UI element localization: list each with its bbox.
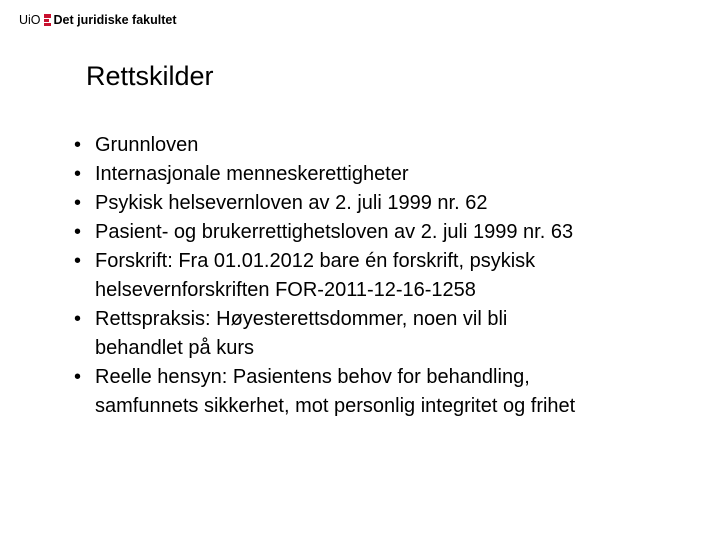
bullet-item (74, 247, 704, 305)
bullet-text-continuation: helsevernforskriften FOR-2011-12-16-1258 (95, 279, 476, 301)
bullet-text-continuation: samfunnets sikkerhet, mot personlig integritet og frihet (95, 395, 576, 417)
bullet-text-continuation: behandlet på kurs (95, 337, 255, 359)
faculty-name: Det juridiske fakultet (53, 13, 177, 27)
bullet-text-line: Reelle hensyn: Pasientens behov for behandling, (95, 366, 530, 388)
bullet-item (74, 218, 704, 247)
bullet-list (74, 131, 704, 421)
bullet-icon: • (74, 134, 82, 156)
bullet-text-line: Internasjonale menneskerettigheter (95, 163, 409, 185)
bullet-icon: • (74, 163, 82, 185)
bullet-icon: • (74, 221, 82, 243)
uio-logo (19, 11, 176, 29)
bullet-item (74, 131, 704, 160)
bullet-item (74, 363, 704, 421)
slide-title: Rettskilder (86, 61, 214, 91)
bullet-icon: • (74, 366, 82, 388)
bullet-item (74, 305, 704, 363)
uio-seal-icon (44, 13, 51, 27)
bullet-item (74, 189, 704, 218)
bullet-icon: • (74, 250, 82, 272)
bullet-text-line: Grunnloven (95, 134, 199, 156)
bullet-text-line: Forskrift: Fra 01.01.2012 bare én forskrift, psykisk (95, 250, 536, 272)
bullet-text-line: Rettspraksis: Høyesterettsdommer, noen vil bli (95, 308, 508, 330)
logo-uio-text: UiO (19, 13, 41, 27)
bullet-text-line: Pasient- og brukerrettighetsloven av 2. juli 1999 nr. 63 (95, 221, 574, 243)
bullet-text-line: Psykisk helsevernloven av 2. juli 1999 nr. 62 (95, 192, 488, 214)
bullet-item (74, 160, 704, 189)
bullet-icon: • (74, 192, 82, 214)
bullet-icon: • (74, 308, 82, 330)
